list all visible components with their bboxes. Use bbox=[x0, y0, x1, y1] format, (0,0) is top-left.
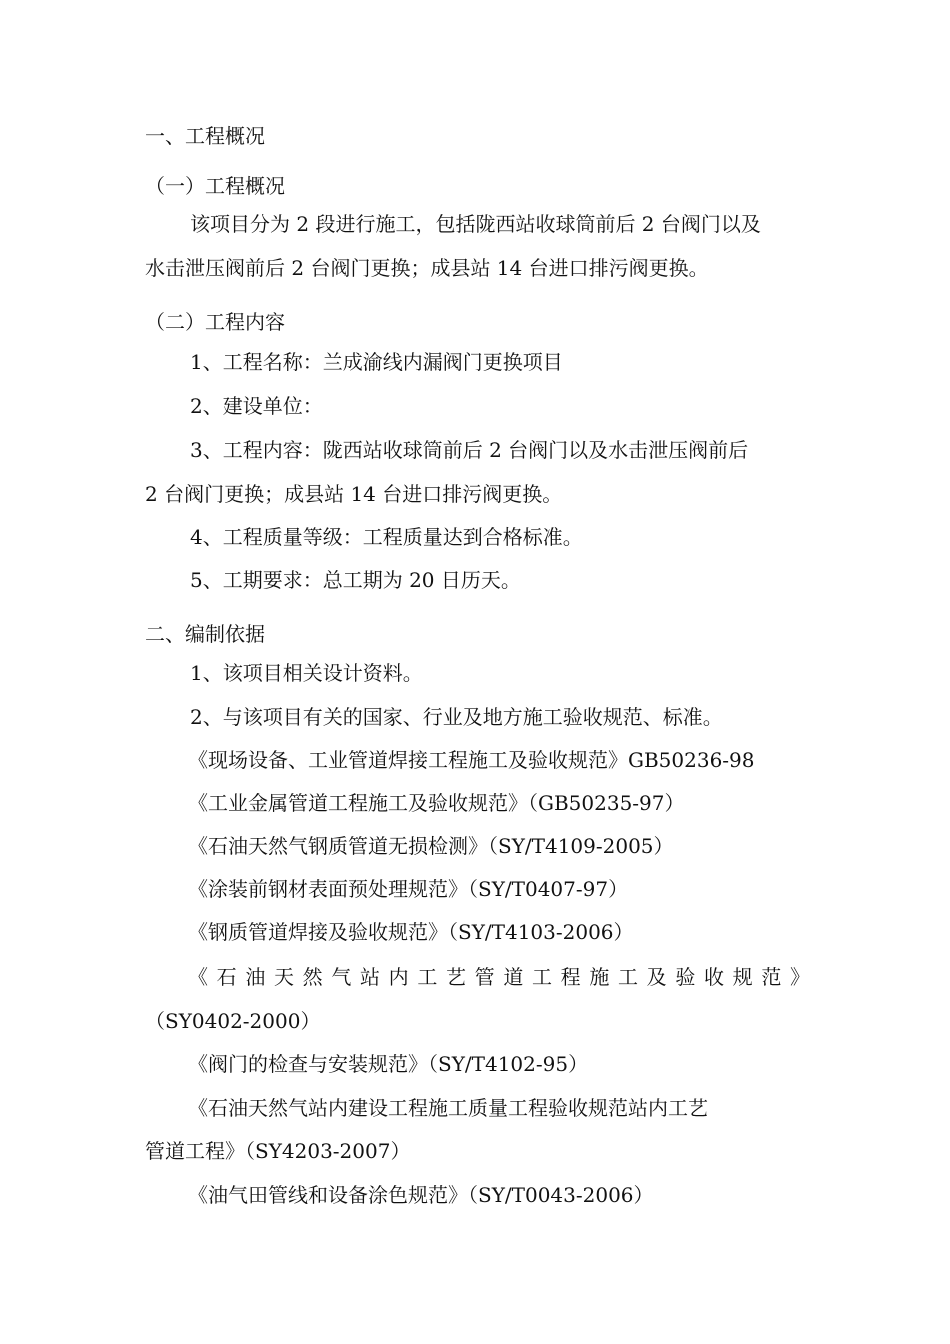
section-heading-overview: 一、工程概况 bbox=[145, 124, 265, 148]
list-item: 3、工程内容：陇西站收球筒前后 2 台阀门以及水击泄压阀前后 bbox=[190, 438, 749, 462]
standard-reference: 《钢质管道焊接及验收规范》（SY/T4103-2006） bbox=[188, 920, 634, 944]
list-item: 4、工程质量等级：工程质量达到合格标准。 bbox=[190, 525, 583, 549]
standard-reference: 《石油天然气钢质管道无损检测》（SY/T4109-2005） bbox=[188, 834, 674, 858]
standard-reference: 《涂装前钢材表面预处理规范》（SY/T0407-97） bbox=[188, 877, 629, 901]
list-item: 2、与该项目有关的国家、行业及地方施工验收规范、标准。 bbox=[190, 705, 723, 729]
paragraph-line: 该项目分为 2 段进行施工，包括陇西站收球筒前后 2 台阀门以及 bbox=[190, 212, 761, 236]
list-item: 1、该项目相关设计资料。 bbox=[190, 661, 423, 685]
list-item: 2、建设单位： bbox=[190, 394, 323, 418]
standard-reference: 《石油天然气站内工艺管道工程施工及验收规范》 bbox=[188, 965, 810, 989]
subsection-heading-overview: （一）工程概况 bbox=[145, 174, 285, 198]
standard-reference: 《石油天然气站内建设工程施工质量工程验收规范站内工艺 bbox=[188, 1096, 708, 1120]
standard-reference: 《阀门的检查与安装规范》（SY/T4102-95） bbox=[188, 1052, 589, 1076]
standard-reference: 《油气田管线和设备涂色规范》（SY/T0043-2006） bbox=[188, 1183, 654, 1207]
list-item: 5、工期要求：总工期为 20 日历天。 bbox=[190, 568, 521, 592]
standard-reference: 《工业金属管道工程施工及验收规范》（GB50235-97） bbox=[188, 791, 685, 815]
section-heading-basis: 二、编制依据 bbox=[145, 622, 265, 646]
paragraph-line: 水击泄压阀前后 2 台阀门更换；成县站 14 台进口排污阀更换。 bbox=[145, 256, 709, 280]
standard-reference: 《现场设备、工业管道焊接工程施工及验收规范》GB50236-98 bbox=[188, 748, 755, 772]
list-item-continuation: 2 台阀门更换；成县站 14 台进口排污阀更换。 bbox=[145, 482, 563, 506]
list-item: 1、工程名称：兰成渝线内漏阀门更换项目 bbox=[190, 350, 563, 374]
subsection-heading-content: （二）工程内容 bbox=[145, 310, 285, 334]
standard-reference-continuation: （SY0402-2000） bbox=[145, 1009, 321, 1033]
standard-reference-continuation: 管道工程》（SY4203-2007） bbox=[145, 1139, 411, 1163]
